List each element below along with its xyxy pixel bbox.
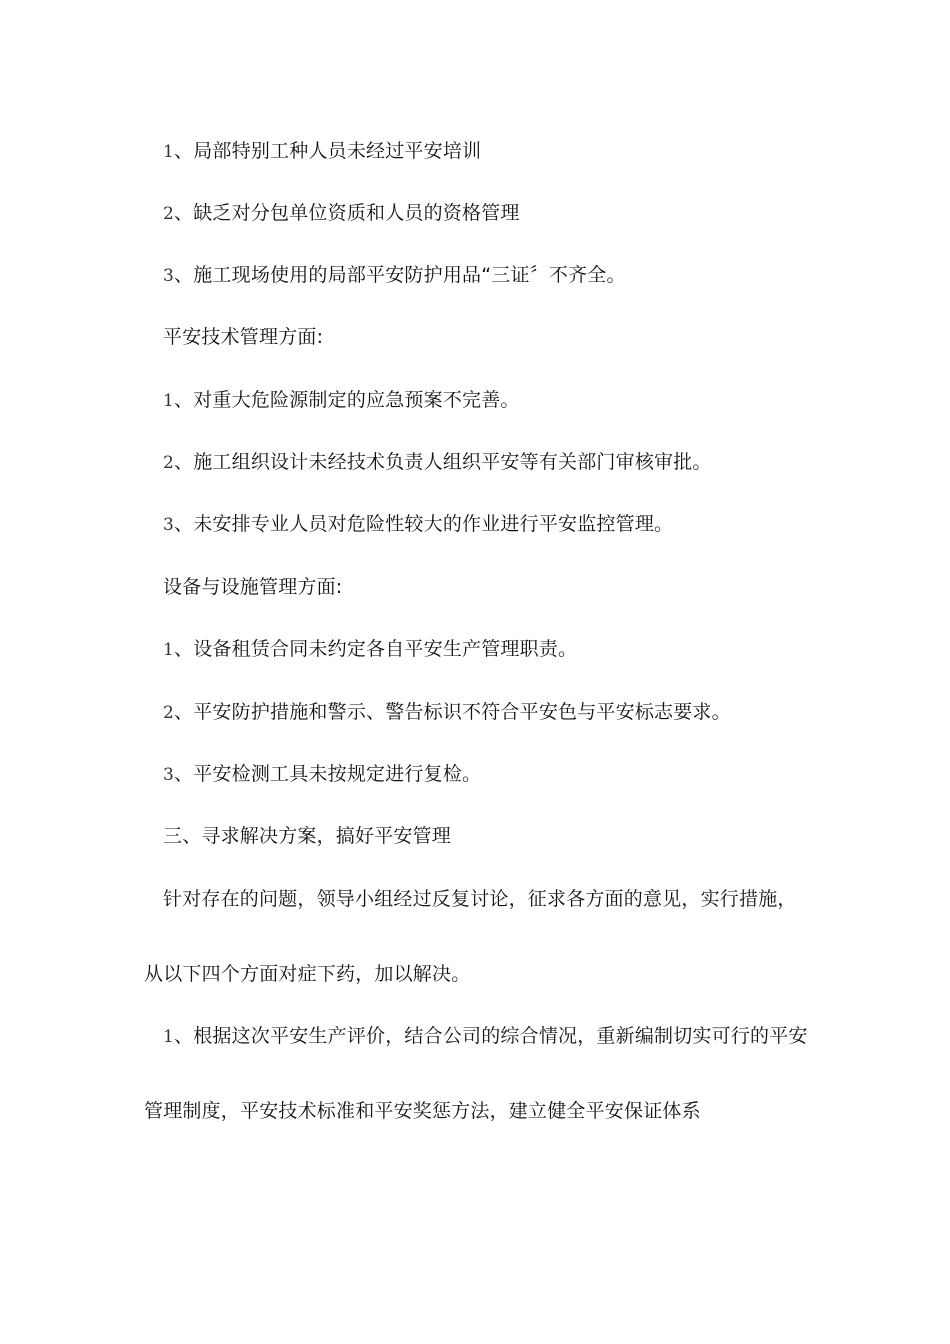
list-number: 3 xyxy=(163,765,175,785)
paragraph-line xyxy=(163,388,520,413)
line-text: 管理制度，平安技术标准和平安奖惩方法，建立健全平安保证体系 xyxy=(144,1100,701,1122)
paragraph-line xyxy=(163,263,626,288)
line-text: 设备与设施管理方面: xyxy=(163,576,343,598)
line-text: 三、寻求解决方案，搞好平安管理 xyxy=(163,825,452,847)
line-text: 针对存在的问题，领导小组经过反复讨论，征求各方面的意见，实行措施， xyxy=(163,888,797,910)
line-text: 从以下四个方面对症下药，加以解决。 xyxy=(144,963,471,985)
line-text: 、设备租赁合同未约定各自平安生产管理职责。 xyxy=(174,638,578,660)
line-text: 、平安检测工具未按规定进行复检。 xyxy=(174,763,482,785)
paragraph-line xyxy=(163,450,712,475)
paragraph-line xyxy=(144,962,470,987)
line-text: 、缺乏对分包单位资质和人员的资格管理 xyxy=(174,202,520,224)
line-text: 、未安排专业人员对危险性较大的作业进行平安监控管理。 xyxy=(174,513,674,535)
paragraph-line xyxy=(163,139,481,164)
line-text: 、局部特别工种人员未经过平安培训 xyxy=(174,140,482,162)
list-number: 1 xyxy=(163,640,175,660)
line-text: 、根据这次平安生产评价，结合公司的综合情况，重新编制切实可行的平安 xyxy=(174,1025,808,1047)
list-number: 2 xyxy=(163,204,175,224)
line-text: 、对重大危险源制定的应急预案不完善。 xyxy=(174,389,520,411)
section-heading xyxy=(163,325,323,350)
paragraph-line xyxy=(163,201,520,226)
line-text: 、施工现场使用的局部平安防护用品“三证〞不齐全。 xyxy=(174,264,626,286)
paragraph-line xyxy=(144,1099,701,1124)
list-number: 3 xyxy=(163,266,175,286)
section-heading xyxy=(163,824,451,849)
list-number: 1 xyxy=(163,142,175,162)
list-number: 2 xyxy=(163,453,175,473)
list-number: 1 xyxy=(163,1027,175,1047)
paragraph-line xyxy=(163,512,673,537)
list-number: 3 xyxy=(163,515,175,535)
line-text: 、施工组织设计未经技术负责人组织平安等有关部门审核审批。 xyxy=(174,451,712,473)
paragraph-line xyxy=(163,637,577,662)
paragraph-line xyxy=(163,700,731,725)
paragraph-line xyxy=(163,887,797,912)
list-number: 2 xyxy=(163,703,175,723)
paragraph-line xyxy=(163,762,481,787)
list-number: 1 xyxy=(163,391,175,411)
line-text: 平安技术管理方面: xyxy=(163,326,324,348)
line-text: 、平安防护措施和警示、警告标识不符合平安色与平安标志要求。 xyxy=(174,701,731,723)
paragraph-line xyxy=(163,1024,808,1049)
section-heading xyxy=(163,575,342,600)
